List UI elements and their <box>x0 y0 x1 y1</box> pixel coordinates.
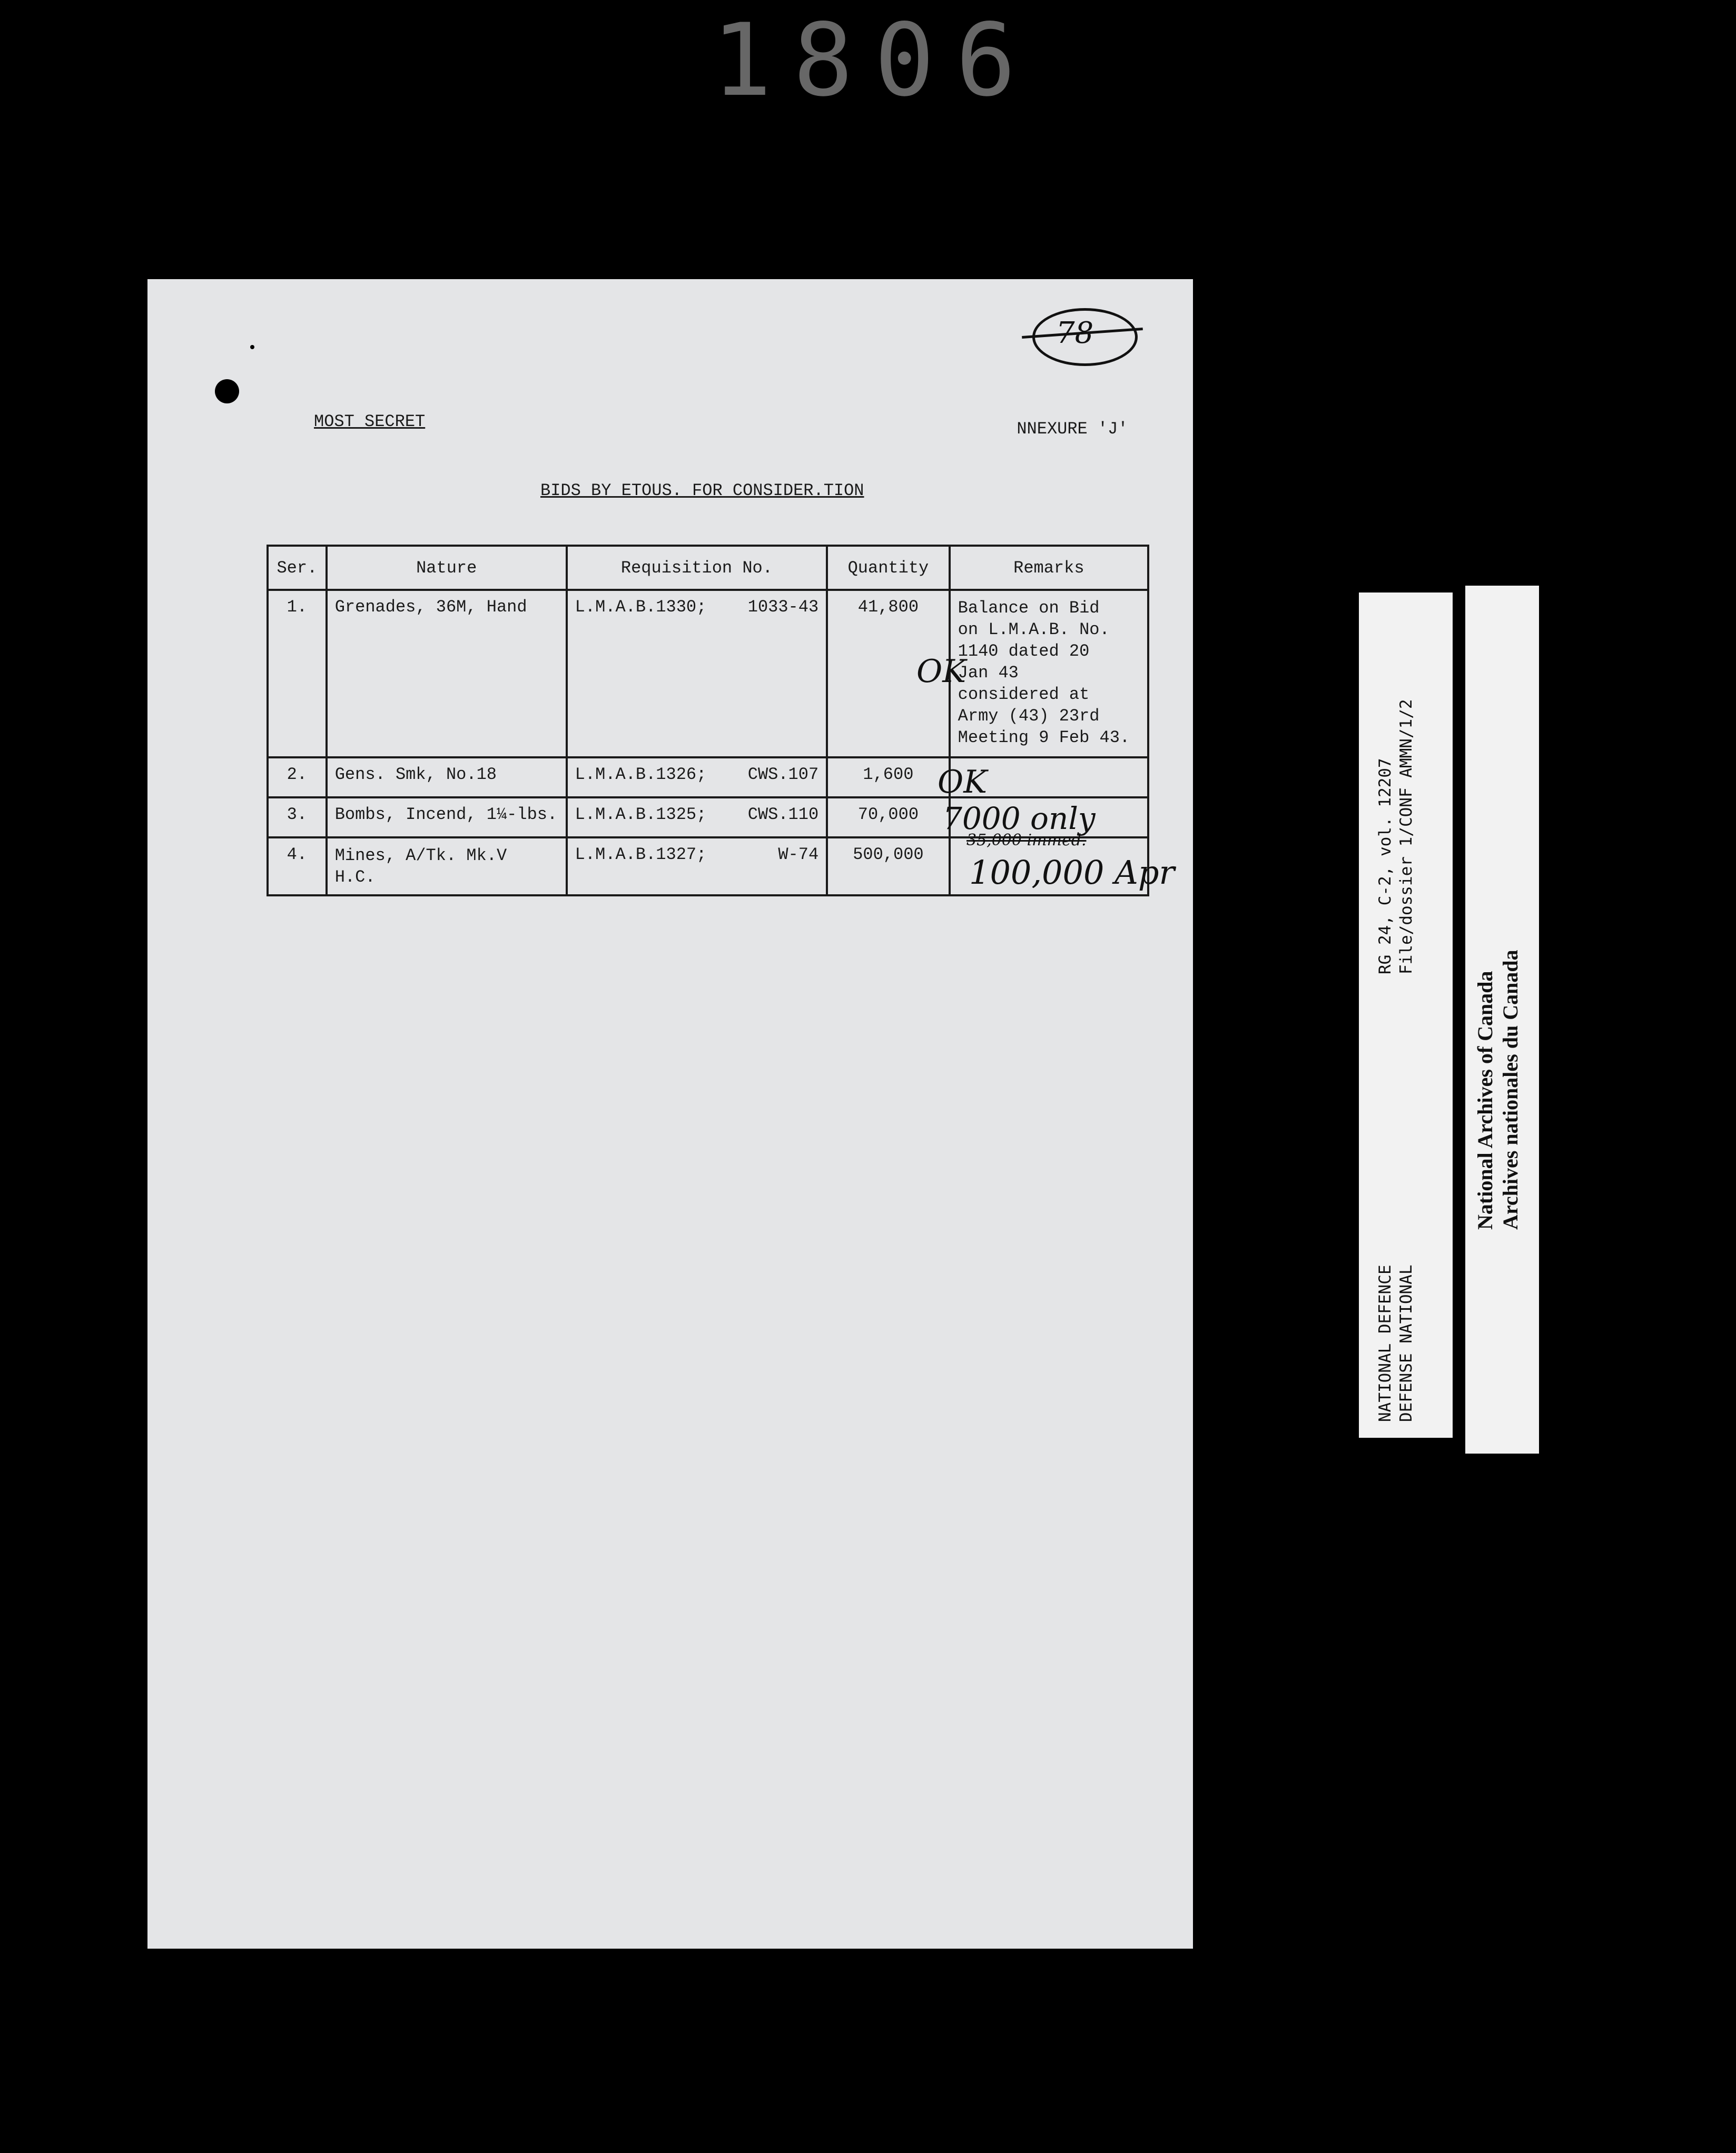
table-row <box>268 757 1148 797</box>
record-group-reference: RG 24, C-2, vol. 12207 <box>1376 758 1395 974</box>
row-quantity: 41,800 <box>827 590 950 757</box>
row-requisition <box>567 797 827 837</box>
row-requisition <box>567 590 827 757</box>
header-quantity: Quantity <box>827 546 950 590</box>
remark-line: Meeting 9 Feb 43. <box>958 728 1130 747</box>
document-title: BIDS BY ETOUS. FOR CONSIDER.TION <box>540 481 864 500</box>
row-nature: Gens. Smk, No.18 <box>327 757 567 797</box>
nature-line: Mines, A/Tk. Mk.V <box>334 846 507 865</box>
handwritten-annotation: 7000 only <box>943 801 1096 836</box>
row-nature: Grenades, 36M, Hand <box>327 590 567 757</box>
row-ser: 2. <box>268 757 327 797</box>
department-name-en: NATIONAL DEFENCE <box>1376 1265 1395 1422</box>
table-header-row <box>268 546 1148 590</box>
remark-line: 1140 dated 20 <box>958 641 1090 661</box>
header-requisition: Requisition No. <box>567 546 827 590</box>
row-quantity: 500,000 <box>827 837 950 895</box>
archive-reference-label <box>1359 592 1453 1438</box>
classification-marking: MOST SECRET <box>314 412 426 431</box>
row-nature <box>327 837 567 895</box>
header-remarks: Remarks <box>950 546 1148 590</box>
requisition-number: L.M.A.B.1330; <box>575 597 707 617</box>
file-reference: File/dossier 1/CONF AMMN/1/2 <box>1397 699 1416 974</box>
row-ser: 1. <box>268 590 327 757</box>
handwritten-struck-annotation: 35,000 immed. <box>966 831 1087 850</box>
remark-line: Balance on Bid <box>958 598 1100 618</box>
remark-line: Army (43) 23rd <box>958 706 1100 726</box>
microfilm-frame-number: 1806 <box>712 2 1037 118</box>
remark-line: on L.M.A.B. No. <box>958 620 1110 639</box>
ink-speck <box>250 345 254 349</box>
row-ser: 3. <box>268 797 327 837</box>
requisition-ref: CWS.107 <box>747 765 819 784</box>
annexure-label: NNEXURE 'J' <box>1014 419 1128 439</box>
requisition-number: L.M.A.B.1326; <box>575 765 707 784</box>
row-quantity: 1,600 <box>827 757 950 797</box>
document-page <box>147 279 1193 1949</box>
row-nature: Bombs, Incend, 1¼-lbs. <box>327 797 567 837</box>
archives-name-label <box>1465 586 1539 1454</box>
row-requisition <box>567 837 827 895</box>
row-quantity: 70,000 <box>827 797 950 837</box>
row-ser: 4. <box>268 837 327 895</box>
handwritten-annotation: 100,000 Apr <box>969 853 1175 892</box>
row-requisition <box>567 757 827 797</box>
handwritten-ok-mark: OK <box>916 653 966 690</box>
requisition-ref: W-74 <box>778 845 819 864</box>
row-remarks <box>950 590 1148 757</box>
requisition-number: L.M.A.B.1325; <box>575 805 707 824</box>
archives-name-en: National Archives of Canada <box>1473 971 1497 1230</box>
nature-line: H.C. <box>334 867 376 887</box>
punch-hole <box>215 379 239 403</box>
requisition-ref: 1033-43 <box>747 597 819 617</box>
header-nature: Nature <box>327 546 567 590</box>
remark-line: considered at <box>958 685 1090 704</box>
header-ser: Ser. <box>268 546 327 590</box>
table-row <box>268 590 1148 757</box>
department-name-fr: DEFENSE NATIONAL <box>1397 1265 1416 1422</box>
requisition-ref: CWS.110 <box>747 805 819 824</box>
archives-name-fr: Archives nationales du Canada <box>1498 950 1522 1230</box>
requisition-number: L.M.A.B.1327; <box>575 845 707 864</box>
handwritten-ok-mark: OK <box>938 764 988 801</box>
remark-line: Jan 43 <box>958 663 1019 683</box>
